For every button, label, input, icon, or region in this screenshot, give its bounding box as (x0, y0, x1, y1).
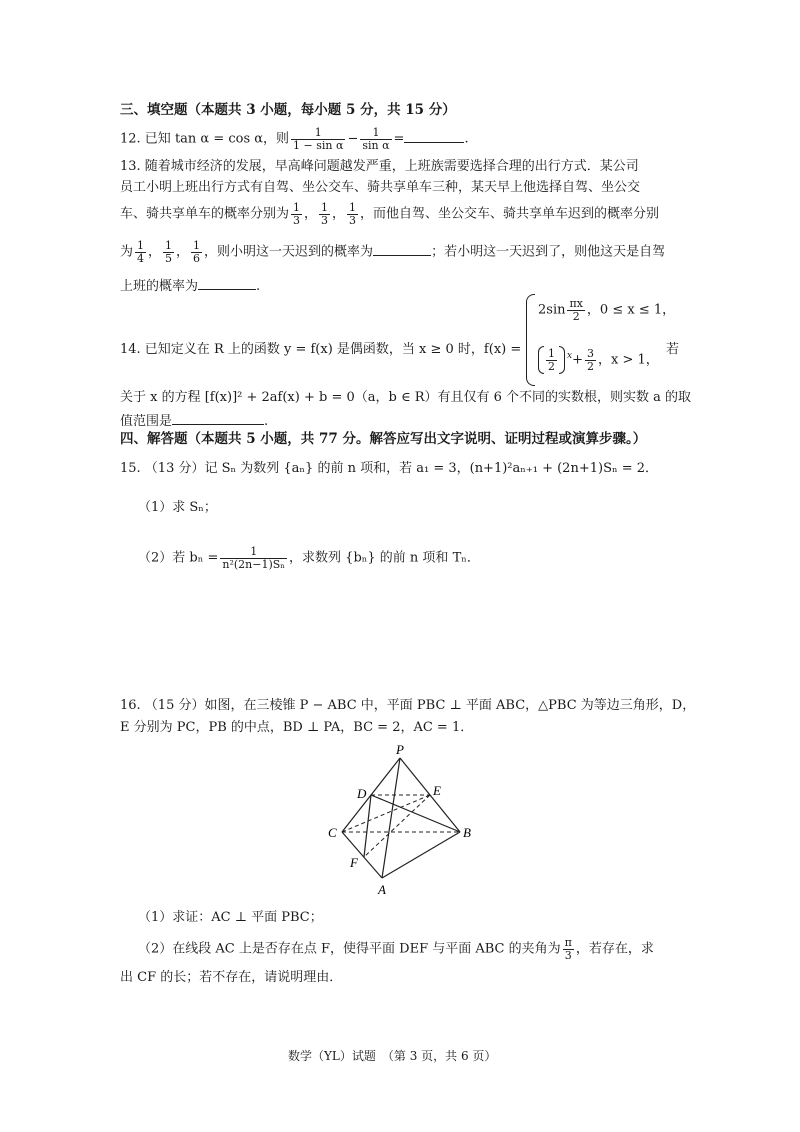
q14-case1-cond: ，0 ≤ x ≤ 1， (586, 302, 676, 318)
q13-l2-den: 5 (165, 251, 173, 265)
q13-p1-den: 3 (293, 213, 301, 227)
q16-part2-post: ，若存在，求 (575, 941, 654, 957)
q13-line5-pre: 上班的概率为 (120, 279, 199, 294)
q13-l3-den: 6 (193, 251, 201, 265)
q14-ruo: 若 (666, 342, 680, 357)
q12-fraction-1 (291, 127, 345, 151)
q12-frac1-den: 1 − sin α (293, 138, 344, 152)
label-b: B (463, 825, 471, 840)
q14-base-num: 1 (548, 346, 555, 360)
q14-case-1 (538, 298, 675, 322)
edge-ab (382, 832, 460, 878)
q14-case1-pre: 2sin (538, 302, 566, 318)
q13-line-5 (120, 277, 260, 293)
q13-l2-num: 1 (165, 239, 173, 252)
q13-prob-bike (347, 202, 358, 226)
q13-line-4: 为 $\frac{1}{4}$ ， $\frac{1}{5}$ ， $\frac{1}{6}$ ，则小明这一天迟到的概率为 ；若小明这一天迟到了，则他这天是自驾 (120, 239, 666, 265)
label-e: E (433, 783, 441, 798)
q13-p3-num: 1 (349, 201, 357, 214)
q13-p2-num: 1 (321, 201, 329, 214)
q13-line4-mid: ，则小明这一天迟到的概率为 (204, 244, 374, 260)
q14-case2-base (546, 348, 557, 372)
q16-angle-num: π (564, 936, 572, 949)
q12-equals: = (393, 131, 405, 147)
q13-line4-post: ；若小明这一天迟到了，则他这天是自驾 (431, 244, 666, 260)
label-d: D (357, 786, 367, 801)
q14-case2-plus: + (572, 352, 583, 368)
segment-db (371, 795, 460, 832)
q16-part2-pre: （2）在线段 AC 上是否存在点 F，使得平面 DEF 与平面 ABC 的夹角为 (138, 941, 561, 957)
q15-part2-pre: （2）若 bₙ = (138, 550, 219, 566)
q14-case1-frac (567, 298, 584, 322)
q14-line3-end: . (264, 414, 269, 429)
q13-p1-num: 1 (293, 201, 301, 214)
question-12 (120, 127, 469, 151)
q12-minus: − (347, 131, 359, 147)
q14-answer-blank[interactable] (172, 412, 264, 425)
q16-angle-den: 3 (564, 948, 572, 962)
q13-p2-den: 3 (321, 213, 329, 227)
label-f: F (350, 855, 358, 870)
q12-end: . (464, 131, 469, 147)
q14-case1-den: 2 (572, 309, 580, 323)
q13-line-3: 车、骑共享单车的概率分别为 $\frac{1}{3}$ ， $\frac{1}{3}$ ， $\frac{1}{3}$ ，而他自驾、坐公交车、骑共享单车迟到的概率分别 (120, 201, 660, 227)
q14-line3-pre: 值范围是 (120, 414, 173, 429)
q14-line-3 (120, 412, 268, 428)
edge-pa (382, 758, 400, 878)
q13-line4-pre: 为 (120, 244, 134, 260)
q14-left-paren (538, 346, 544, 374)
q15-bn-den: n²(2n−1)Sₙ (222, 557, 286, 571)
q14-case2-cond: ，x > 1， (597, 352, 659, 368)
q13-prob-drive (291, 202, 302, 226)
q13-l3-num: 1 (193, 239, 201, 252)
q12-frac2-num: 1 (360, 127, 391, 140)
q14-piecewise-brace (526, 294, 535, 386)
q16-angle-fraction (563, 937, 574, 961)
q15-intro: 15. （13 分）记 Sₙ 为数列 {aₙ} 的前 n 项和，若 a₁ = 3，(n+1)²aₙ₊₁ + (2n+1)Sₙ = 2． (120, 461, 659, 476)
label-c: C (328, 825, 337, 840)
q16-line-2: E 分别为 PC，PB 的中点，BD ⊥ PA，BC = 2，AC = 1． (120, 720, 474, 735)
q13-late-bike (191, 240, 202, 264)
page-footer: 数学（YL）试题 （第 3 页，共 6 页） (288, 1049, 497, 1063)
segment-df (364, 795, 371, 857)
q12-answer-blank[interactable] (404, 130, 464, 143)
q14-case2-frac (585, 348, 596, 372)
q13-l1-num: 1 (137, 239, 145, 252)
q16-part-2-line-2: 出 CF 的长；若不存在，请说明理由． (120, 970, 343, 985)
label-a: A (378, 882, 386, 897)
q15-bn-fraction (220, 546, 287, 570)
q12-prefix: 12. 已知 tan α = cos α，则 (120, 131, 290, 147)
q14-case2-num: 3 (586, 346, 594, 360)
q13-line3-post: ，而他自驾、坐公交车、骑共享单车迟到的概率分别 (360, 206, 660, 222)
q12-frac2-den: sin α (362, 138, 390, 152)
section-3-heading: 三、填空题（本题共 3 小题，每小题 5 分，共 15 分） (120, 102, 456, 118)
q12-frac1-num: 1 (291, 127, 345, 140)
q13-line-2: 员工小明上班出行方式有自驾、坐公交车、骑共享单车三种，某天早上他选择自驾、坐公交 (120, 180, 641, 195)
q14-right-paren (559, 346, 565, 374)
q15-part-1: （1）求 Sₙ； (138, 500, 217, 515)
q14-case-2 (538, 346, 659, 374)
q13-line5-end: . (256, 279, 261, 294)
q13-line-1: 13. 随着城市经济的发展，早高峰问题越发严重，上班族需要选择合理的出行方式．某公司 (120, 159, 639, 174)
q14-base-den: 2 (548, 359, 555, 373)
q14-case2-exp: x (567, 351, 573, 362)
q13-p3-den: 3 (349, 213, 357, 227)
label-p: P (396, 742, 404, 757)
q16-part-2 (138, 937, 654, 961)
q13-answer-blank-1[interactable] (373, 243, 431, 256)
section-4-heading: 四、解答题（本题共 5 小题，共 77 分。解答应写出文字说明、证明过程或演算步骤。） (120, 431, 647, 447)
q16-part-1: （1）求证：AC ⊥ 平面 PBC； (138, 910, 323, 925)
q13-late-drive (135, 240, 146, 264)
q14-case1-num: πx (569, 297, 583, 310)
q14-line-2: 关于 x 的方程 [f(x)]² + 2af(x) + b = 0（a，b ∈ R）有且仅有 6 个不同的实数根，则实数 a 的取 (120, 390, 692, 405)
q13-late-bus (163, 240, 174, 264)
pyramid-figure (320, 740, 480, 900)
q14-case2-den: 2 (586, 359, 594, 373)
q13-l1-den: 4 (137, 251, 145, 265)
q15-part2-post: ，求数列 {bₙ} 的前 n 项和 Tₙ． (289, 550, 480, 566)
q14-prefix: 14. 已知定义在 R 上的函数 y = f(x) 是偶函数，当 x ≥ 0 时，f(x) = (120, 342, 522, 357)
q16-line-1: 16. （15 分）如图，在三棱锥 P − ABC 中，平面 PBC ⊥ 平面 ABC，△PBC 为等边三角形，D， (120, 698, 696, 713)
q15-part-2 (138, 546, 480, 570)
q13-line3-pre: 车、骑共享单车的概率分别为 (120, 206, 290, 222)
q12-fraction-2 (360, 127, 391, 151)
q13-answer-blank-2[interactable] (198, 277, 256, 290)
q15-bn-num: 1 (220, 546, 287, 559)
edge-ca (342, 832, 382, 878)
q13-prob-bus (319, 202, 330, 226)
segment-ef (364, 795, 430, 857)
